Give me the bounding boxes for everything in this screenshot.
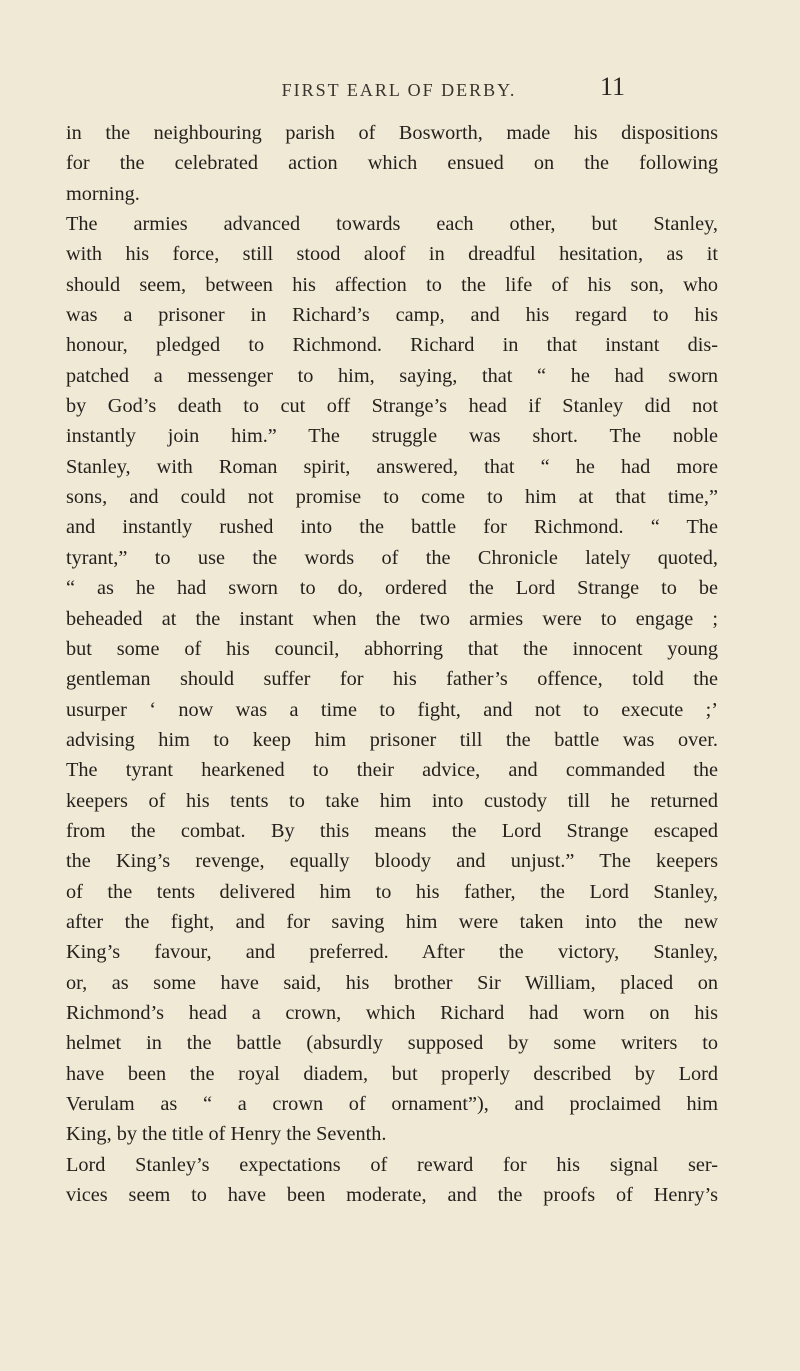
text-line: for the celebrated action which ensued on the following bbox=[66, 152, 718, 175]
text-line: after the fight, and for saving him were taken into the new bbox=[66, 910, 718, 933]
text-line: gentleman should suffer for his father’s offence, told the bbox=[66, 668, 718, 691]
text-line: by God’s death to cut off Strange’s head if Stanley did not bbox=[66, 395, 718, 418]
text-line: “ as he had sworn to do, ordered the Lord Strange to be bbox=[66, 577, 718, 600]
text-line: sons, and could not promise to come to him at that time,” bbox=[66, 486, 718, 509]
text-line: honour, pledged to Richmond. Richard in that instant dis- bbox=[66, 334, 718, 357]
text-line: the King’s revenge, equally bloody and unjust.” The keepers bbox=[66, 850, 718, 873]
text-line: from the combat. By this means the Lord Strange escaped bbox=[66, 819, 718, 842]
text-line: but some of his council, abhorring that the innocent young bbox=[66, 637, 718, 660]
text-line: Verulam as “ a crown of ornament”), and proclaimed him bbox=[66, 1093, 718, 1115]
text-line: advising him to keep him prisoner till the battle was over. bbox=[66, 728, 718, 751]
text-line: have been the royal diadem, but properly described by Lord bbox=[66, 1062, 718, 1085]
text-line: morning. bbox=[66, 182, 140, 205]
text-line: The armies advanced towards each other, but Stanley, bbox=[66, 213, 718, 236]
text-line: beheaded at the instant when the two armies were to engage ; bbox=[66, 607, 718, 630]
text-line: with his force, still stood aloof in dreadful hesitation, as it bbox=[66, 243, 718, 266]
running-title: FIRST EARL OF DERBY. bbox=[281, 80, 517, 100]
text-line: or, as some have said, his brother Sir William, placed on bbox=[66, 971, 718, 994]
text-line: usurper ‘ now was a time to fight, and not to execute ;’ bbox=[66, 698, 718, 721]
text-line: vices seem to have been moderate, and the proofs of Henry’s bbox=[66, 1184, 718, 1207]
text-line: should seem, between his affection to the life of his son, who bbox=[66, 273, 718, 296]
text-line: Stanley, with Roman spirit, answered, that “ he had more bbox=[66, 455, 718, 478]
body-text bbox=[66, 118, 718, 1210]
page-number: 11 bbox=[600, 72, 626, 101]
text-line: King, by the title of Henry the Seventh. bbox=[66, 1123, 387, 1146]
text-line: instantly join him.” The struggle was short. The noble bbox=[66, 425, 718, 448]
text-line: keepers of his tents to take him into custody till he returned bbox=[66, 789, 718, 812]
text-line: of the tents delivered him to his father, the Lord Stanley, bbox=[66, 880, 718, 903]
text-line: patched a messenger to him, saying, that “ he had sworn bbox=[66, 364, 718, 387]
text-line: The tyrant hearkened to their advice, and commanded the bbox=[66, 759, 718, 782]
text-line: was a prisoner in Richard’s camp, and his regard to his bbox=[66, 304, 718, 327]
text-line: King’s favour, and preferred. After the victory, Stanley, bbox=[66, 941, 718, 964]
text-line: tyrant,” to use the words of the Chronicle lately quoted, bbox=[66, 546, 718, 569]
text-line: in the neighbouring parish of Bosworth, made his dispositions bbox=[66, 122, 718, 144]
text-line: helmet in the battle (absurdly supposed by some writers to bbox=[66, 1032, 718, 1055]
text-line: and instantly rushed into the battle for Richmond. “ The bbox=[66, 516, 718, 539]
text-line: Lord Stanley’s expectations of reward for his signal ser- bbox=[66, 1153, 718, 1176]
text-line: Richmond’s head a crown, which Richard had worn on his bbox=[66, 1001, 718, 1024]
